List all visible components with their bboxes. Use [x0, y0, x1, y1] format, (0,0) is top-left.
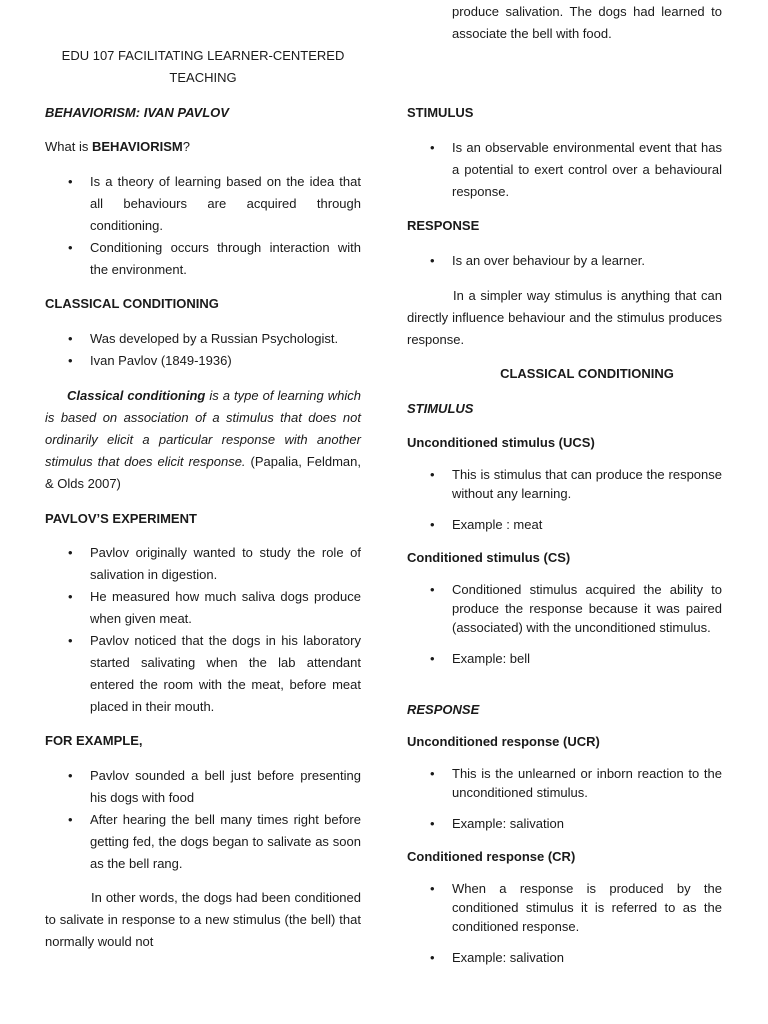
in-other-words-paragraph-start: In other words, the dogs had been conditioned to salivate in response to a new stimulus (the bell) that normally would not — [45, 890, 361, 949]
list-item — [430, 814, 722, 833]
list-item — [68, 765, 361, 809]
definition-citation: (Papalia, Feldman, & Olds 2007) — [45, 454, 361, 491]
classical-conditioning-heading: CLASSICAL CONDITIONING — [45, 296, 219, 311]
in-other-words-paragraph-continued — [452, 1, 722, 89]
what-is-prefix: What is — [45, 139, 92, 154]
list-item — [68, 809, 361, 875]
list-item-text: After hearing the bell many times right before getting fed, the dogs began to salivate as soon as the bell rang. — [90, 812, 361, 871]
list-item-text: Is a theory of learning based on the idea that all behaviours are acquired through conditioning. — [90, 174, 361, 233]
list-item-text: Conditioned stimulus acquired the ability to produce the response because it was paired (associated) with the unconditioned stimulus. — [452, 582, 722, 635]
bullet-icon: • — [430, 766, 435, 781]
definition-text: is a type of learning which is based on association of a stimulus that does not ordinarily elicit a particular response with another stimulus that does elicit response. — [45, 388, 361, 469]
list-item — [68, 542, 361, 586]
list-item-text: Ivan Pavlov (1849-1936) — [90, 353, 232, 368]
classical-bullet-list — [68, 328, 361, 372]
stimulus-bullet-list — [430, 137, 722, 203]
list-item-text: Pavlov originally wanted to study the role of salivation in digestion. — [90, 545, 361, 582]
classical-definition-paragraph — [45, 385, 361, 495]
definition-term: Classical conditioning — [67, 388, 206, 403]
behaviorism-bullet-list — [68, 171, 361, 281]
experiment-bullet-list — [68, 542, 361, 718]
list-item-text: Example: bell — [452, 651, 531, 666]
list-item-text: Conditioning occurs through interaction with the environment. — [90, 240, 361, 277]
bullet-icon: • — [68, 240, 73, 255]
bullet-icon: • — [68, 768, 73, 783]
ucs-heading: Unconditioned stimulus (UCS) — [407, 435, 595, 450]
list-item — [430, 580, 722, 637]
bullet-icon: • — [68, 545, 73, 560]
bullet-icon: • — [430, 517, 435, 532]
response-heading: RESPONSE — [407, 218, 480, 233]
list-item — [430, 948, 722, 967]
cr-heading: Conditioned response (CR) — [407, 849, 576, 864]
ucr-heading: Unconditioned response (UCR) — [407, 734, 600, 749]
simpler-way-paragraph: In a simpler way stimulus is anything that can directly influence behaviour and the stimulus produces response. — [407, 288, 722, 347]
bullet-icon: • — [430, 582, 435, 597]
section-behaviorism-heading: BEHAVIORISM: IVAN PAVLOV — [45, 105, 229, 120]
list-item — [430, 649, 722, 668]
list-item-text: This is the unlearned or inborn reaction to the unconditioned stimulus. — [452, 766, 722, 800]
list-item-text: Is an over behaviour by a learner. — [452, 253, 645, 268]
list-item-text: Example: salivation — [452, 950, 564, 965]
continued-text: produce salivation. The dogs had learned to associate the bell with food. — [452, 4, 722, 41]
list-item — [68, 630, 361, 718]
classical-conditioning-center-heading: CLASSICAL CONDITIONING — [500, 366, 674, 381]
list-item — [430, 250, 722, 272]
stimulus-heading: STIMULUS — [407, 105, 474, 120]
response-subheading: RESPONSE — [407, 702, 480, 717]
cr-bullet-list — [430, 879, 722, 967]
bullet-icon: • — [68, 633, 73, 648]
list-item — [430, 764, 722, 802]
list-item — [68, 586, 361, 630]
bullet-icon: • — [430, 816, 435, 831]
bullet-icon: • — [430, 881, 435, 896]
list-item — [68, 350, 361, 372]
list-item-text: Is an observable environmental event that has a potential to exert control over a behavioural response. — [452, 140, 722, 199]
course-title — [45, 45, 361, 89]
bullet-icon: • — [430, 950, 435, 965]
ucs-bullet-list — [430, 465, 722, 534]
what-is-question — [45, 136, 190, 158]
list-item — [430, 879, 722, 936]
list-item-text: Pavlov sounded a bell just before presenting his dogs with food — [90, 768, 361, 805]
list-item-text: Example: salivation — [452, 816, 564, 831]
stimulus-subheading: STIMULUS — [407, 401, 474, 416]
list-item-text: He measured how much saliva dogs produce when given meat. — [90, 589, 361, 626]
bullet-icon: • — [430, 651, 435, 666]
list-item-text: Pavlov noticed that the dogs in his laboratory started salivating when the lab attendant entered the room with the meat, before meat placed in their mouth. — [90, 633, 361, 714]
bullet-icon: • — [68, 812, 73, 827]
course-title-line-1: EDU 107 FACILITATING LEARNER-CENTERED — [61, 48, 345, 63]
list-item — [68, 171, 361, 237]
ucr-bullet-list — [430, 764, 722, 833]
bullet-icon: • — [68, 589, 73, 604]
bullet-icon: • — [68, 353, 73, 368]
bullet-icon: • — [430, 140, 435, 155]
response-bullet-list — [430, 250, 722, 272]
bullet-icon: • — [68, 174, 73, 189]
list-item-text: This is stimulus that can produce the response without any learning. — [452, 467, 722, 501]
list-item-text: Example : meat — [452, 517, 543, 532]
list-item — [430, 515, 722, 534]
list-item-text: When a response is produced by the conditioned stimulus it is referred to as the conditioned response. — [452, 881, 722, 934]
example-bullet-list — [68, 765, 361, 875]
bullet-icon: • — [430, 467, 435, 482]
list-item-text: Was developed by a Russian Psychologist. — [90, 331, 339, 346]
course-title-line-2: TEACHING — [169, 70, 237, 85]
what-is-term: BEHAVIORISM — [91, 139, 183, 154]
bullet-icon: • — [68, 331, 73, 346]
list-item — [68, 328, 361, 350]
list-item — [430, 137, 722, 203]
bullet-icon: • — [430, 253, 435, 268]
for-example-heading: FOR EXAMPLE, — [45, 733, 143, 748]
cs-heading: Conditioned stimulus (CS) — [407, 550, 571, 565]
pavlov-experiment-heading: PAVLOV’S EXPERIMENT — [45, 511, 197, 526]
list-item — [430, 465, 722, 503]
what-is-suffix: ? — [182, 139, 190, 154]
cs-bullet-list — [430, 580, 722, 668]
list-item — [68, 237, 361, 281]
